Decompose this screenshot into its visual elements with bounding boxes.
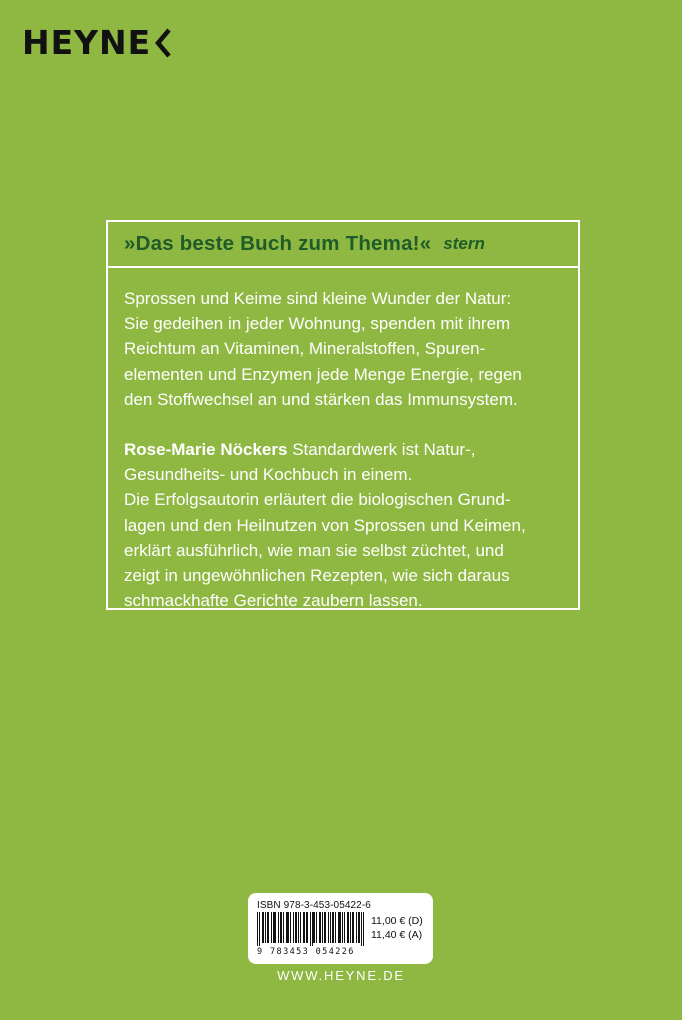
text-line: Reichtum an Vitaminen, Mineralstoffen, Spuren- xyxy=(124,339,486,359)
text-line: elementen und Enzymen jede Menge Energie, regen xyxy=(124,364,522,384)
price-austria: 11,40 € (A) xyxy=(371,929,423,941)
text-line: erklärt ausführlich, wie man sie selbst züchtet, und xyxy=(124,540,504,560)
text-line: Die Erfolgsautorin erläutert die biologischen Grund- xyxy=(124,490,511,510)
website-url: WWW.HEYNE.DE xyxy=(277,968,405,983)
barcode-graphic xyxy=(257,912,367,946)
price-germany: 11,00 € (D) xyxy=(371,915,423,927)
review-quote: »Das beste Buch zum Thema!« xyxy=(124,232,432,255)
publisher-logo xyxy=(22,23,172,62)
chevron-left-icon xyxy=(154,28,172,58)
text-line: Gesundheits- und Kochbuch in einem. xyxy=(124,465,413,485)
text-line xyxy=(124,437,564,462)
barcode-panel xyxy=(248,893,433,964)
text-line: Sprossen und Keime sind kleine Wunder der Natur: xyxy=(124,289,512,308)
review-source: stern xyxy=(443,234,485,253)
text-fragment: Standardwerk ist Natur-, xyxy=(287,440,476,460)
text-line: den Stoffwechsel an und stärken das Immunsystem. xyxy=(124,389,518,409)
author-name: Rose-Marie Nöckers xyxy=(124,440,288,460)
publisher-logo-text: HEYNE xyxy=(22,23,152,62)
text-line: schmackhafte Gerichte zaubern lassen. xyxy=(124,591,423,611)
isbn-label: ISBN 978-3-453-05422-6 xyxy=(257,900,371,911)
barcode-digits: 9 783453 054226 xyxy=(257,947,355,957)
quote-header xyxy=(108,222,578,268)
text-line: zeigt in ungewöhnlichen Rezepten, wie sich daraus xyxy=(124,566,510,586)
blurb-paragraph-1 xyxy=(124,286,564,412)
text-line: lagen und den Heilnutzen von Sprossen und Keimen, xyxy=(124,515,526,535)
blurb-text xyxy=(108,268,578,613)
blurb-box xyxy=(106,220,580,610)
price-block xyxy=(371,914,423,942)
text-line: Sie gedeihen in jeder Wohnung, spenden mit ihrem xyxy=(124,314,511,334)
blurb-paragraph-2 xyxy=(124,437,564,613)
